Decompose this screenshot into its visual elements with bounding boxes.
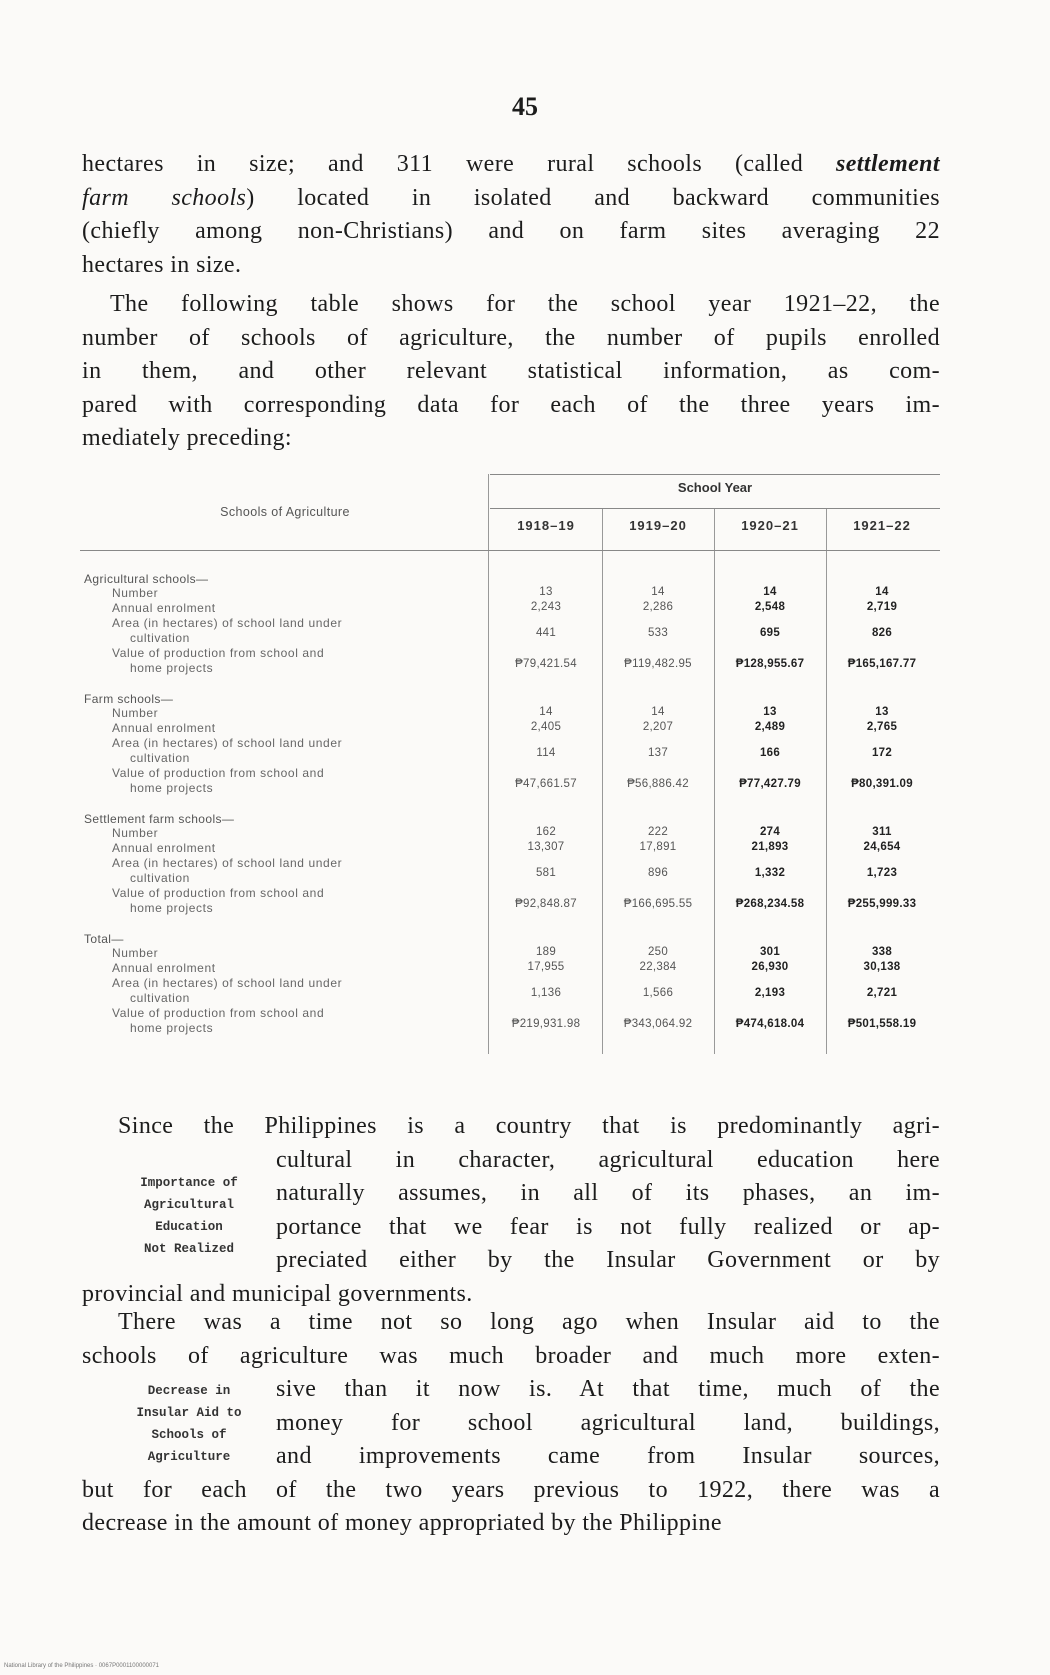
- paragraph-table-intro: [82, 288, 940, 456]
- table-cell: ₱268,234.58: [735, 898, 805, 910]
- table-cell: 826: [871, 627, 893, 639]
- table-row-label-line: Value of production from school and: [112, 646, 325, 660]
- table-cell: 695: [759, 627, 781, 639]
- table-cell: ₱255,999.33: [847, 898, 917, 910]
- table-row-label-line: home projects: [130, 781, 214, 795]
- table-row-label: [112, 961, 486, 976]
- table-cell: 13: [875, 706, 889, 718]
- table-row-label-line: cultivation: [130, 631, 190, 645]
- text-line: pared with corresponding data for each of the three years im-: [82, 391, 940, 418]
- table-cell: ₱47,661.57: [515, 778, 577, 790]
- text-line: preciated either by the Insular Government or by: [276, 1247, 940, 1273]
- table-row-label-line: cultivation: [130, 991, 190, 1005]
- table-cell: 311: [872, 826, 892, 838]
- table-row-label: [112, 976, 486, 1006]
- table-row-label: [112, 856, 486, 886]
- table-cell: 162: [535, 826, 557, 838]
- table-cell: 24,654: [863, 841, 901, 853]
- table-row-label: [112, 946, 486, 961]
- table-cell: 2,207: [642, 721, 674, 733]
- table-cell: ₱56,886.42: [627, 778, 689, 790]
- table-cell: 137: [647, 747, 669, 759]
- table-cell: 26,930: [751, 961, 789, 973]
- table-row-label-line: home projects: [130, 661, 214, 675]
- table-cell: 21,893: [751, 841, 789, 853]
- table-row-label-line: Number: [112, 946, 159, 960]
- table-row-label-line: Annual enrolment: [112, 961, 216, 975]
- table-cell: ₱92,848.87: [515, 898, 577, 910]
- table-cell: 14: [875, 586, 889, 598]
- table-row-label: [112, 736, 486, 766]
- table-cell: ₱343,064.92: [623, 1018, 693, 1030]
- table-cell: 13,307: [527, 841, 565, 853]
- table-cell: 114: [536, 747, 556, 759]
- text-line: money for school agricultural land, buildings,: [276, 1409, 940, 1436]
- table-cell: 222: [647, 826, 669, 838]
- table-left-header: Schools of Agriculture: [220, 505, 350, 519]
- table-row-label-line: Area (in hectares) of school land under: [112, 616, 343, 630]
- table-cell: 2,405: [530, 721, 562, 733]
- text-segment: hectares in size; and 311 were rural schools (called: [82, 151, 837, 177]
- table-row-label-line: Annual enrolment: [112, 601, 216, 615]
- table-cell: 250: [647, 946, 669, 958]
- text-segment: (chiefly among non-Christians) and on farm sites averaging 22: [82, 218, 940, 244]
- table-cell: 581: [535, 867, 557, 879]
- margin-note-line: Insular Aid to: [136, 1406, 242, 1420]
- table-cell: ₱219,931.98: [511, 1018, 581, 1030]
- table-row-label: [112, 616, 486, 646]
- margin-note-decrease: [108, 1380, 270, 1468]
- text-line: decrease in the amount of money appropriated by the Philippine: [82, 1510, 722, 1536]
- table-cell: 896: [647, 867, 669, 879]
- table-row-label: [112, 586, 486, 601]
- table-cell: 2,765: [866, 721, 898, 733]
- table-row-label: [112, 766, 486, 796]
- table-row-label-line: Annual enrolment: [112, 721, 216, 735]
- table-cell: 338: [871, 946, 893, 958]
- table-year-header: 1921–22: [853, 518, 911, 533]
- table-cell: 2,721: [866, 987, 898, 999]
- table-cell: ₱119,482.95: [624, 658, 692, 670]
- text-line: and improvements came from Insular sources,: [276, 1443, 940, 1469]
- table-cell: 166: [759, 747, 781, 759]
- table-row-label: [112, 826, 486, 841]
- text-segment: settlement: [836, 151, 940, 177]
- table-cell: 2,489: [754, 721, 786, 733]
- text-line: There was a time not so long ago when Insular aid to the: [118, 1309, 940, 1335]
- table-row-label-line: Annual enrolment: [112, 841, 216, 855]
- table-cell: ₱165,167.77: [847, 658, 917, 670]
- table-cell: 274: [759, 826, 781, 838]
- text-line: [82, 249, 940, 283]
- table-cell: 17,891: [639, 841, 677, 853]
- margin-note-line: Not Realized: [143, 1242, 234, 1256]
- table-cell: 22,384: [639, 961, 677, 973]
- table-cell: ₱128,955.67: [735, 658, 805, 670]
- table-cell: 533: [647, 627, 669, 639]
- table-group-header: School Year: [677, 480, 753, 495]
- text-line: [82, 215, 940, 249]
- table-cell: 2,286: [642, 601, 674, 613]
- table-row-label: [112, 886, 486, 916]
- table-row-label: [112, 646, 486, 676]
- table-row-label: [112, 601, 486, 616]
- table-row-label-line: Value of production from school and: [112, 766, 325, 780]
- table-year-header: 1918–19: [517, 518, 575, 533]
- table-row-label-line: home projects: [130, 901, 214, 915]
- table-cell: 13: [539, 586, 553, 598]
- margin-note-line: Schools of: [151, 1428, 227, 1442]
- table-row-label-line: cultivation: [130, 751, 190, 765]
- text-segment: ) located in isolated and backward communities: [246, 184, 941, 211]
- text-line: in them, and other relevant statistical information, as com-: [82, 358, 940, 384]
- text-line: The following table shows for the school year 1921–22, the: [110, 291, 940, 317]
- table-header-rule: [490, 508, 940, 509]
- table-cell: 1,723: [866, 867, 898, 879]
- margin-note-line: Importance of: [140, 1176, 238, 1190]
- agriculture-statistics-table: [80, 474, 940, 1054]
- text-line: portance that we fear is not fully realized or ap-: [276, 1213, 940, 1240]
- text-line: mediately preceding:: [82, 425, 292, 451]
- table-cell: 2,548: [754, 601, 786, 613]
- table-group-label: Agricultural schools—: [84, 572, 209, 586]
- table-group-label: Total—: [84, 932, 124, 946]
- page-number: 45: [512, 92, 538, 121]
- table-cell: 14: [651, 706, 665, 718]
- table-cell: 441: [535, 627, 557, 639]
- table-cell: 172: [871, 747, 893, 759]
- text-segment: farm schools: [82, 184, 247, 211]
- table-cell: 301: [759, 946, 781, 958]
- table-cell: 13: [763, 706, 777, 718]
- text-line: [82, 148, 940, 182]
- table-cell: 2,719: [866, 601, 898, 613]
- table-cell: 14: [763, 586, 777, 598]
- table-cell: ₱79,421.54: [515, 658, 577, 670]
- table-cell: 1,332: [754, 867, 786, 879]
- table-row-label: [112, 721, 486, 736]
- table-year-header: 1919–20: [629, 518, 687, 533]
- table-cell: 30,138: [863, 961, 901, 973]
- text-line: schools of agriculture was much broader and much more exten-: [82, 1342, 940, 1369]
- table-cell: ₱501,558.19: [847, 1018, 917, 1030]
- table-group-label: Farm schools—: [84, 692, 174, 706]
- table-cell: 14: [539, 706, 553, 718]
- margin-note-line: Agriculture: [147, 1450, 231, 1464]
- text-line: but for each of the two years previous to 1922, there was a: [82, 1476, 940, 1503]
- text-segment: hectares in size.: [82, 251, 242, 278]
- table-cell: 1,566: [642, 987, 674, 999]
- table-cell: 1,136: [530, 987, 562, 999]
- text-line: sive than it now is. At that time, much of the: [276, 1376, 940, 1402]
- margin-note-line: Agricultural: [143, 1198, 234, 1212]
- table-header-rule: [80, 550, 940, 551]
- table-column-rule: [488, 474, 489, 1054]
- table-row-label-line: Area (in hectares) of school land under: [112, 856, 343, 870]
- text-line: provincial and municipal governments.: [82, 1280, 473, 1307]
- paragraph-intro: [82, 148, 940, 282]
- table-cell: 17,955: [527, 961, 565, 973]
- text-line: naturally assumes, in all of its phases, an im-: [276, 1180, 940, 1206]
- table-row-label-line: Area (in hectares) of school land under: [112, 736, 343, 750]
- text-line: cultural in character, agricultural education here: [276, 1146, 940, 1173]
- text-line: number of schools of agriculture, the number of pupils enrolled: [82, 324, 940, 351]
- text-line: [82, 182, 940, 216]
- margin-note-line: Decrease in: [147, 1384, 231, 1398]
- table-cell: ₱166,695.55: [623, 898, 693, 910]
- table-row-label-line: Number: [112, 706, 159, 720]
- table-row-label-line: Value of production from school and: [112, 1006, 325, 1020]
- table-cell: 2,193: [754, 987, 786, 999]
- table-cell: ₱474,618.04: [735, 1018, 805, 1030]
- table-row-label: [112, 1006, 486, 1036]
- margin-note-importance: [108, 1172, 270, 1260]
- table-row-label-line: cultivation: [130, 871, 190, 885]
- margin-note-line: Education: [155, 1220, 223, 1234]
- table-row-label-line: Number: [112, 826, 159, 840]
- table-cell: 14: [651, 586, 665, 598]
- text-line: Since the Philippines is a country that is predominantly agri-: [118, 1113, 940, 1139]
- table-cell: ₱77,427.79: [739, 778, 801, 790]
- table-row-label-line: Area (in hectares) of school land under: [112, 976, 343, 990]
- table-row-label-line: Value of production from school and: [112, 886, 325, 900]
- table-row-label-line: home projects: [130, 1021, 214, 1035]
- table-row-label: [112, 841, 486, 856]
- table-year-header: 1920–21: [741, 518, 799, 533]
- scan-footer: National Library of the Philippines · 0067P0001100000071: [4, 1663, 160, 1669]
- table-header-rule: [490, 474, 940, 475]
- table-cell: ₱80,391.09: [851, 778, 913, 790]
- table-row-label-line: Number: [112, 586, 159, 600]
- table-cell: 2,243: [530, 601, 562, 613]
- table-group-label: Settlement farm schools—: [84, 812, 235, 826]
- table-row-label: [112, 706, 486, 721]
- table-cell: 189: [535, 946, 557, 958]
